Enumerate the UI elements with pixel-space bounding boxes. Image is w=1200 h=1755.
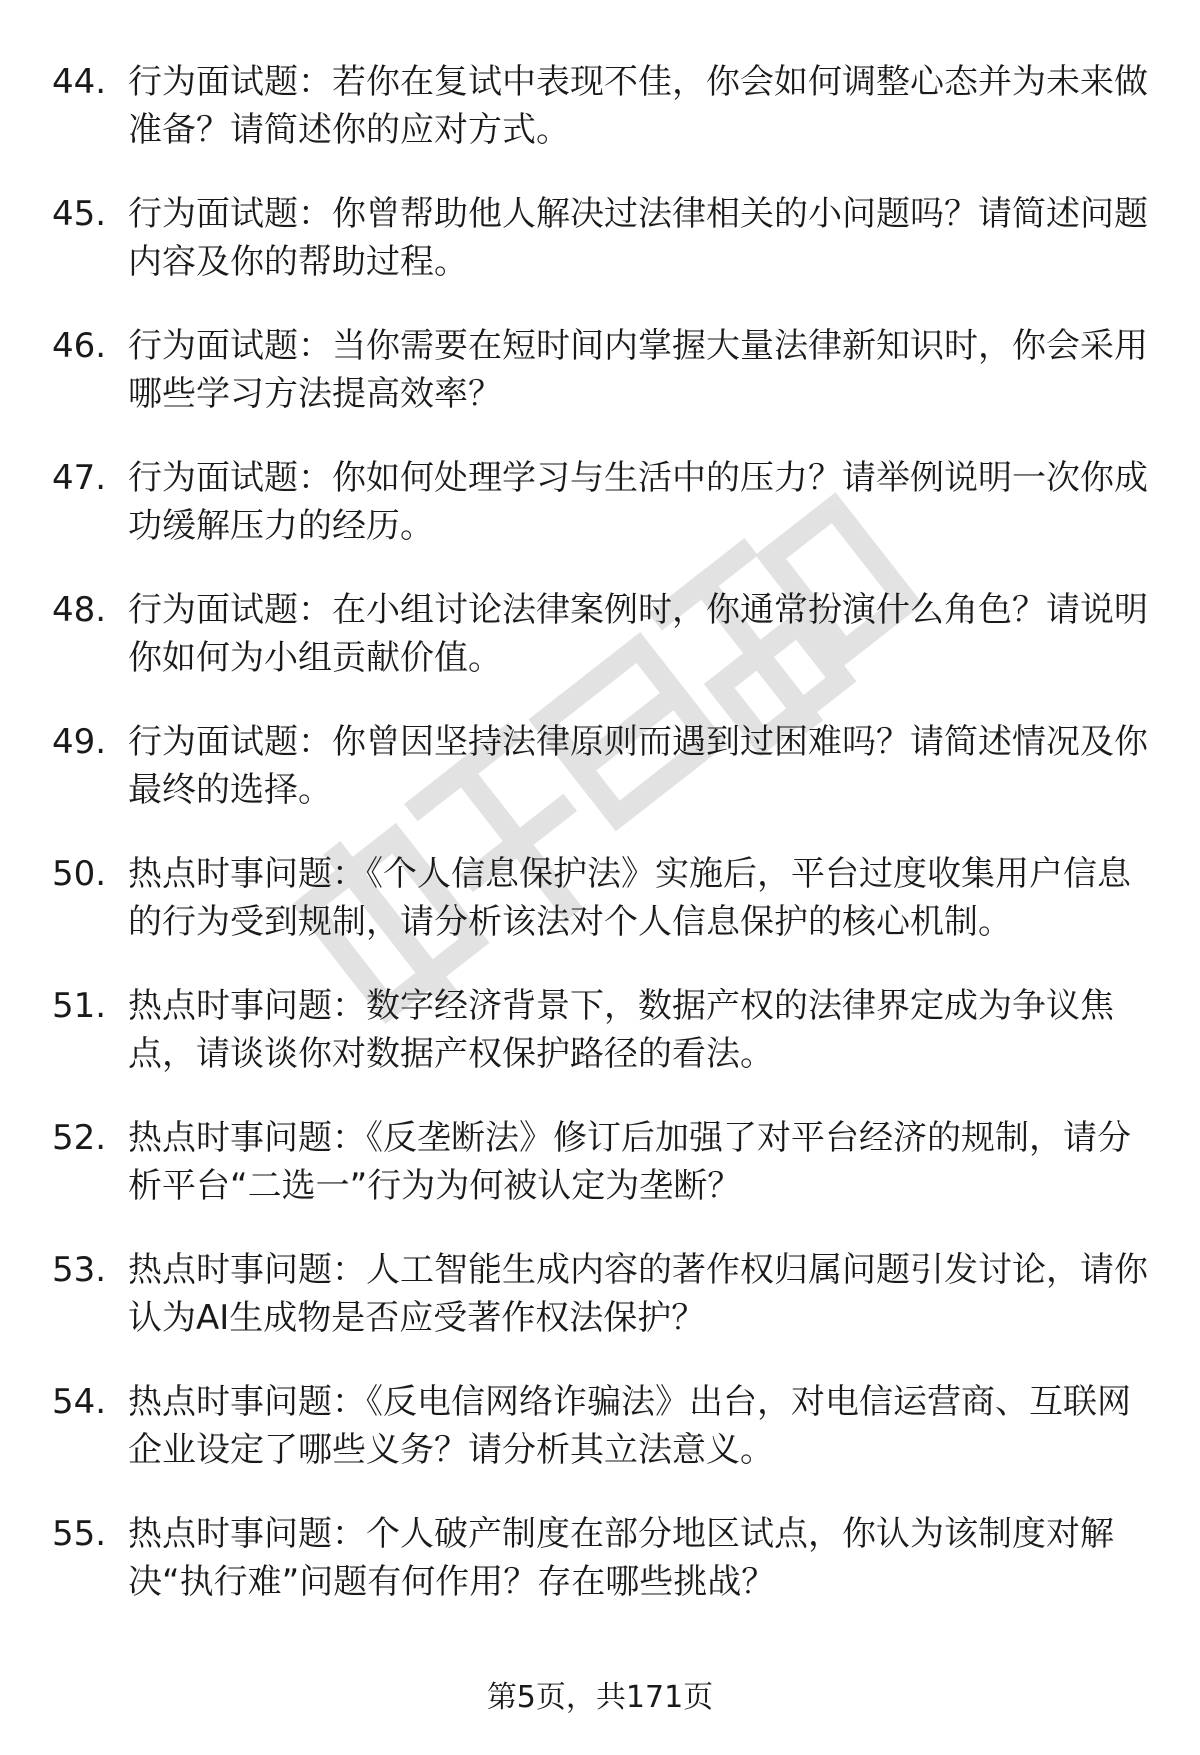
question-text: 热点时事问题：《反电信网络诈骗法》出台，对电信运营商、互联网企业设定了哪些义务？请分析其立法意义。 xyxy=(128,1382,1131,1470)
page-number-footer: 第5页，共171页 xyxy=(486,1680,714,1715)
list-item xyxy=(0,718,1200,850)
question-text: 热点时事问题：《反垄断法》修订后加强了对平台经济的规制，请分析平台“二选一”行为为何被认定为垄断？ xyxy=(128,1118,1131,1206)
list-item xyxy=(0,1246,1200,1378)
question-number: 48. xyxy=(52,590,107,630)
question-number: 54. xyxy=(52,1382,107,1422)
list-item xyxy=(0,1510,1200,1642)
list-item xyxy=(0,982,1200,1114)
question-text: 热点时事问题：《个人信息保护法》实施后，平台过度收集用户信息的行为受到规制，请分析该法对个人信息保护的核心机制。 xyxy=(128,854,1131,942)
question-text: 行为面试题：你如何处理学习与生活中的压力？请举例说明一次你成功缓解压力的经历。 xyxy=(128,458,1148,546)
list-item xyxy=(0,454,1200,586)
question-number: 50. xyxy=(52,854,107,894)
question-number: 46. xyxy=(52,326,107,366)
question-text: 热点时事问题：个人破产制度在部分地区试点，你认为该制度对解决“执行难”问题有何作用？存在哪些挑战？ xyxy=(128,1514,1114,1602)
question-number: 51. xyxy=(52,986,107,1026)
question-number: 55. xyxy=(52,1514,107,1554)
list-item xyxy=(0,1378,1200,1510)
question-number: 45. xyxy=(52,194,107,234)
question-number: 44. xyxy=(52,62,107,102)
question-number: 47. xyxy=(52,458,107,498)
list-item xyxy=(0,586,1200,718)
question-number: 53. xyxy=(52,1250,107,1290)
question-text: 热点时事问题：人工智能生成内容的著作权归属问题引发讨论，请你认为AI生成物是否应受著作权法保护？ xyxy=(128,1250,1148,1338)
question-text: 行为面试题：在小组讨论法律案例时，你通常扮演什么角色？请说明你如何为小组贡献价值。 xyxy=(128,590,1148,678)
question-text: 热点时事问题：数字经济背景下，数据产权的法律界定成为争议焦点，请谈谈你对数据产权保护路径的看法。 xyxy=(128,986,1114,1074)
list-item xyxy=(0,190,1200,322)
question-text: 行为面试题：你曾因坚持法律原则而遇到过困难吗？请简述情况及你最终的选择。 xyxy=(128,722,1148,810)
list-item xyxy=(0,1114,1200,1246)
question-text: 行为面试题：当你需要在短时间内掌握大量法律新知识时，你会采用哪些学习方法提高效率？ xyxy=(128,326,1148,414)
question-number: 52. xyxy=(52,1118,107,1158)
list-item xyxy=(0,322,1200,454)
question-number: 49. xyxy=(52,722,107,762)
question-text: 行为面试题：若你在复试中表现不佳，你会如何调整心态并为未来做准备？请简述你的应对方式。 xyxy=(128,62,1148,150)
list-item xyxy=(0,850,1200,982)
question-list xyxy=(0,58,1200,1642)
list-item xyxy=(0,58,1200,190)
question-text: 行为面试题：你曾帮助他人解决过法律相关的小问题吗？请简述问题内容及你的帮助过程。 xyxy=(128,194,1148,282)
